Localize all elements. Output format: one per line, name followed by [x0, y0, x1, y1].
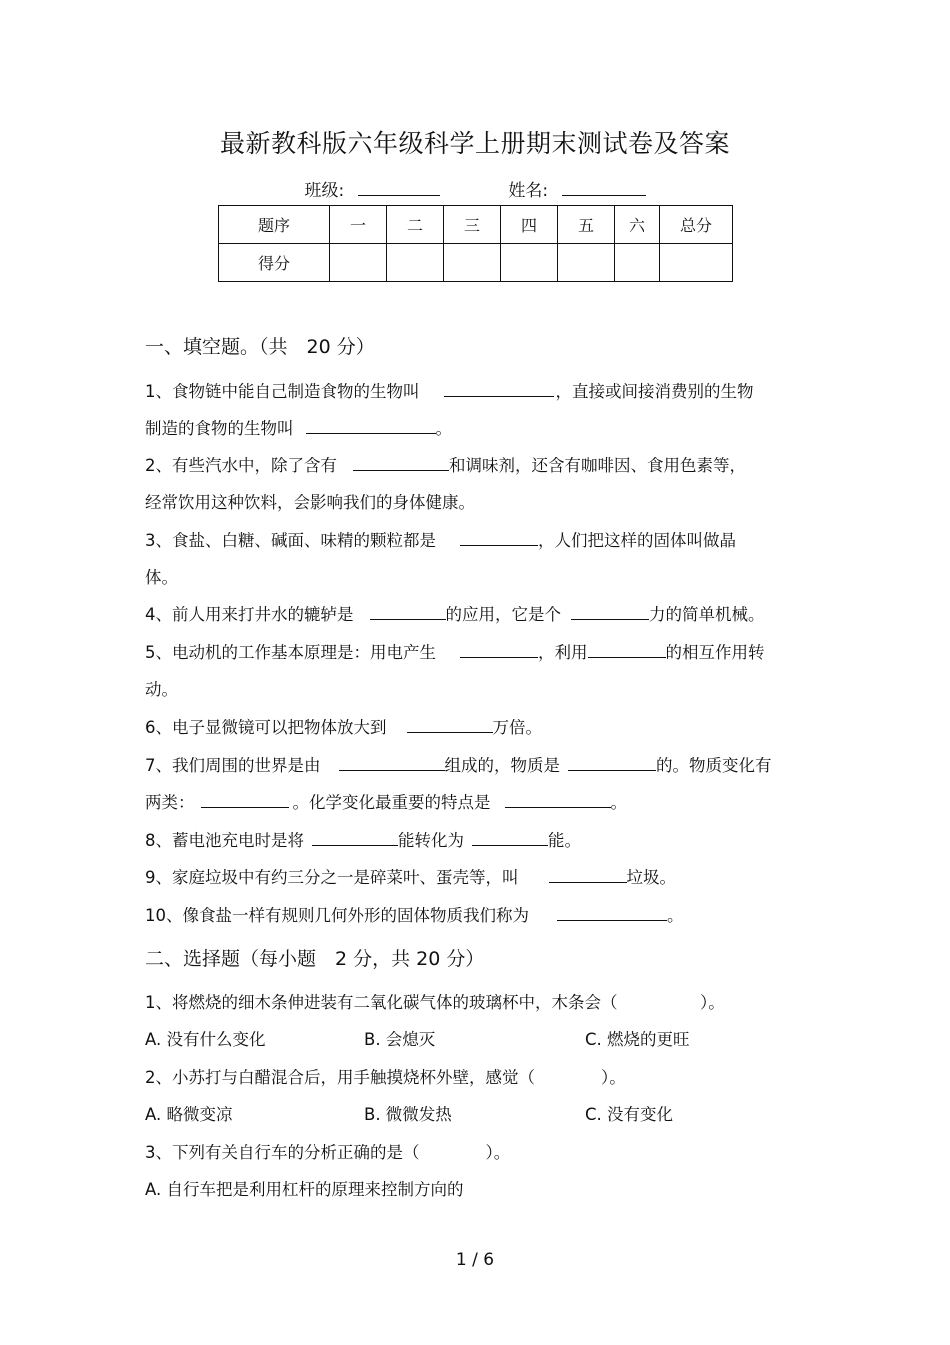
question-text: 万倍。 — [492, 718, 542, 737]
name-blank[interactable] — [562, 180, 646, 196]
question-text: 。 — [435, 419, 452, 438]
score-header-cell: 五 — [558, 206, 615, 244]
question-text: 垃圾。 — [626, 868, 676, 887]
question-text: 8、蓄电池充电时是将 — [145, 831, 304, 850]
question-text: 3、食盐、白糖、碱面、味精的颗粒都是 — [145, 531, 436, 550]
fill-question-2 — [145, 452, 746, 476]
score-cell[interactable] — [330, 244, 387, 282]
question-text: 能转化为 — [398, 831, 464, 850]
document-title: 最新教科版六年级科学上册期末测试卷及答案 — [219, 129, 730, 158]
choice-option-b[interactable]: B. 微微发热 — [364, 1105, 452, 1124]
fill-question-2-cont — [145, 489, 475, 513]
choice-option-a[interactable]: A. 略微变凉 — [145, 1105, 233, 1124]
score-table — [218, 205, 733, 282]
fill-question-3-cont — [145, 564, 178, 588]
question-text: 4、前人用来打井水的辘轳是 — [145, 605, 354, 624]
fill-question-10 — [145, 902, 684, 926]
choice-question-1-stem: 1、将燃烧的细木条伸进装有二氧化碳气体的玻璃杯中，木条会（ ）。 — [145, 993, 725, 1012]
answer-blank[interactable] — [460, 530, 538, 546]
fill-question-1 — [145, 378, 754, 402]
answer-blank[interactable] — [472, 830, 548, 846]
choice-question-2-stem: 2、小苏打与白醋混合后，用手触摸烧杯外壁，感觉（ ）。 — [145, 1068, 626, 1087]
student-info-line — [0, 176, 950, 201]
score-cell[interactable] — [558, 244, 615, 282]
section2-heading: 二、选择题（每小题 2 分，共 20 分） — [145, 948, 485, 970]
fill-question-5-cont — [145, 676, 178, 700]
question-text: ，直接或间接消费别的生物 — [555, 382, 754, 401]
answer-blank[interactable] — [353, 455, 449, 471]
score-header-cell: 六 — [615, 206, 660, 244]
question-text: 和调味剂，还含有咖啡因、食用色素等， — [449, 456, 746, 475]
fill-question-7-cont — [145, 789, 627, 813]
score-table-header-row — [219, 206, 733, 244]
answer-blank[interactable] — [460, 642, 538, 658]
fill-question-8 — [145, 827, 581, 851]
name-label: 姓名: — [508, 181, 549, 201]
fill-question-6 — [145, 714, 542, 738]
score-header-cell: 题序 — [219, 206, 330, 244]
question-text: 的。物质变化有 — [656, 756, 772, 775]
question-text: ，利用 — [538, 643, 588, 662]
question-text: 的应用，它是个 — [445, 605, 561, 624]
class-blank[interactable] — [358, 180, 440, 196]
choice-option-a[interactable]: A. 没有什么变化 — [145, 1030, 266, 1049]
score-header-cell: 二 — [387, 206, 444, 244]
question-text: 的相互作用转 — [665, 643, 765, 662]
fill-question-1-cont — [145, 415, 452, 439]
question-text: 。 — [610, 793, 627, 812]
question-text: 。化学变化最重要的特点是 — [292, 793, 491, 812]
question-text: 能。 — [548, 831, 581, 850]
question-text: 2、有些汽水中，除了含有 — [145, 456, 337, 475]
answer-blank[interactable] — [444, 381, 554, 397]
score-table-score-row — [219, 244, 733, 282]
question-text: 5、电动机的工作基本原理是：用电产生 — [145, 643, 436, 662]
score-cell[interactable] — [387, 244, 444, 282]
score-cell[interactable] — [501, 244, 558, 282]
section1-heading: 一、填空题。（共 20 分） — [145, 336, 375, 358]
fill-question-5 — [145, 639, 765, 663]
answer-blank[interactable] — [568, 755, 656, 771]
score-header-cell: 四 — [501, 206, 558, 244]
answer-blank[interactable] — [588, 642, 666, 658]
answer-blank[interactable] — [557, 905, 667, 921]
answer-blank[interactable] — [339, 755, 445, 771]
score-header-cell: 三 — [444, 206, 501, 244]
choice-option-c[interactable]: C. 没有变化 — [585, 1105, 674, 1124]
question-text: 经常饮用这种饮料，会影响我们的身体健康。 — [145, 493, 475, 512]
question-text: 力的简单机械。 — [649, 605, 765, 624]
question-text: 。 — [667, 906, 684, 925]
fill-question-9 — [145, 864, 676, 888]
question-text: 两类： — [145, 793, 195, 812]
score-header-cell: 一 — [330, 206, 387, 244]
choice-option-c[interactable]: C. 燃烧的更旺 — [585, 1030, 690, 1049]
score-header-cell: 总分 — [660, 206, 733, 244]
answer-blank[interactable] — [505, 792, 611, 808]
fill-question-7 — [145, 752, 772, 776]
class-label: 班级: — [304, 181, 345, 201]
fill-question-4 — [145, 601, 765, 625]
question-text: 制造的食物的生物叫 — [145, 419, 294, 438]
fill-question-3 — [145, 527, 736, 551]
question-text: 7、我们周围的世界是由 — [145, 756, 321, 775]
page-number: 1 / 6 — [455, 1250, 495, 1270]
question-text: 体。 — [145, 568, 178, 587]
choice-question-3-stem: 3、下列有关自行车的分析正确的是（ ）。 — [145, 1143, 511, 1162]
question-text: 1、食物链中能自己制造食物的生物叫 — [145, 382, 420, 401]
score-cell[interactable] — [615, 244, 660, 282]
question-text: 6、电子显微镜可以把物体放大到 — [145, 718, 387, 737]
answer-blank[interactable] — [571, 604, 649, 620]
choice-option-b[interactable]: B. 会熄灭 — [364, 1030, 436, 1049]
score-cell[interactable] — [660, 244, 733, 282]
answer-blank[interactable] — [370, 604, 446, 620]
answer-blank[interactable] — [201, 792, 289, 808]
answer-blank[interactable] — [407, 717, 493, 733]
answer-blank[interactable] — [306, 418, 436, 434]
question-text: ，人们把这样的固体叫做晶 — [538, 531, 736, 550]
question-text: 10、像食盐一样有规则几何外形的固体物质我们称为 — [145, 906, 529, 925]
choice-option-a[interactable]: A. 自行车把是利用杠杆的原理来控制方向的 — [145, 1180, 464, 1199]
question-text: 动。 — [145, 680, 178, 699]
question-text: 组成的，物质是 — [444, 756, 560, 775]
answer-blank[interactable] — [312, 830, 398, 846]
score-row-label: 得分 — [219, 244, 330, 282]
answer-blank[interactable] — [549, 867, 627, 883]
score-cell[interactable] — [444, 244, 501, 282]
question-text: 9、家庭垃圾中有约三分之一是碎菜叶、蛋壳等，叫 — [145, 868, 519, 887]
